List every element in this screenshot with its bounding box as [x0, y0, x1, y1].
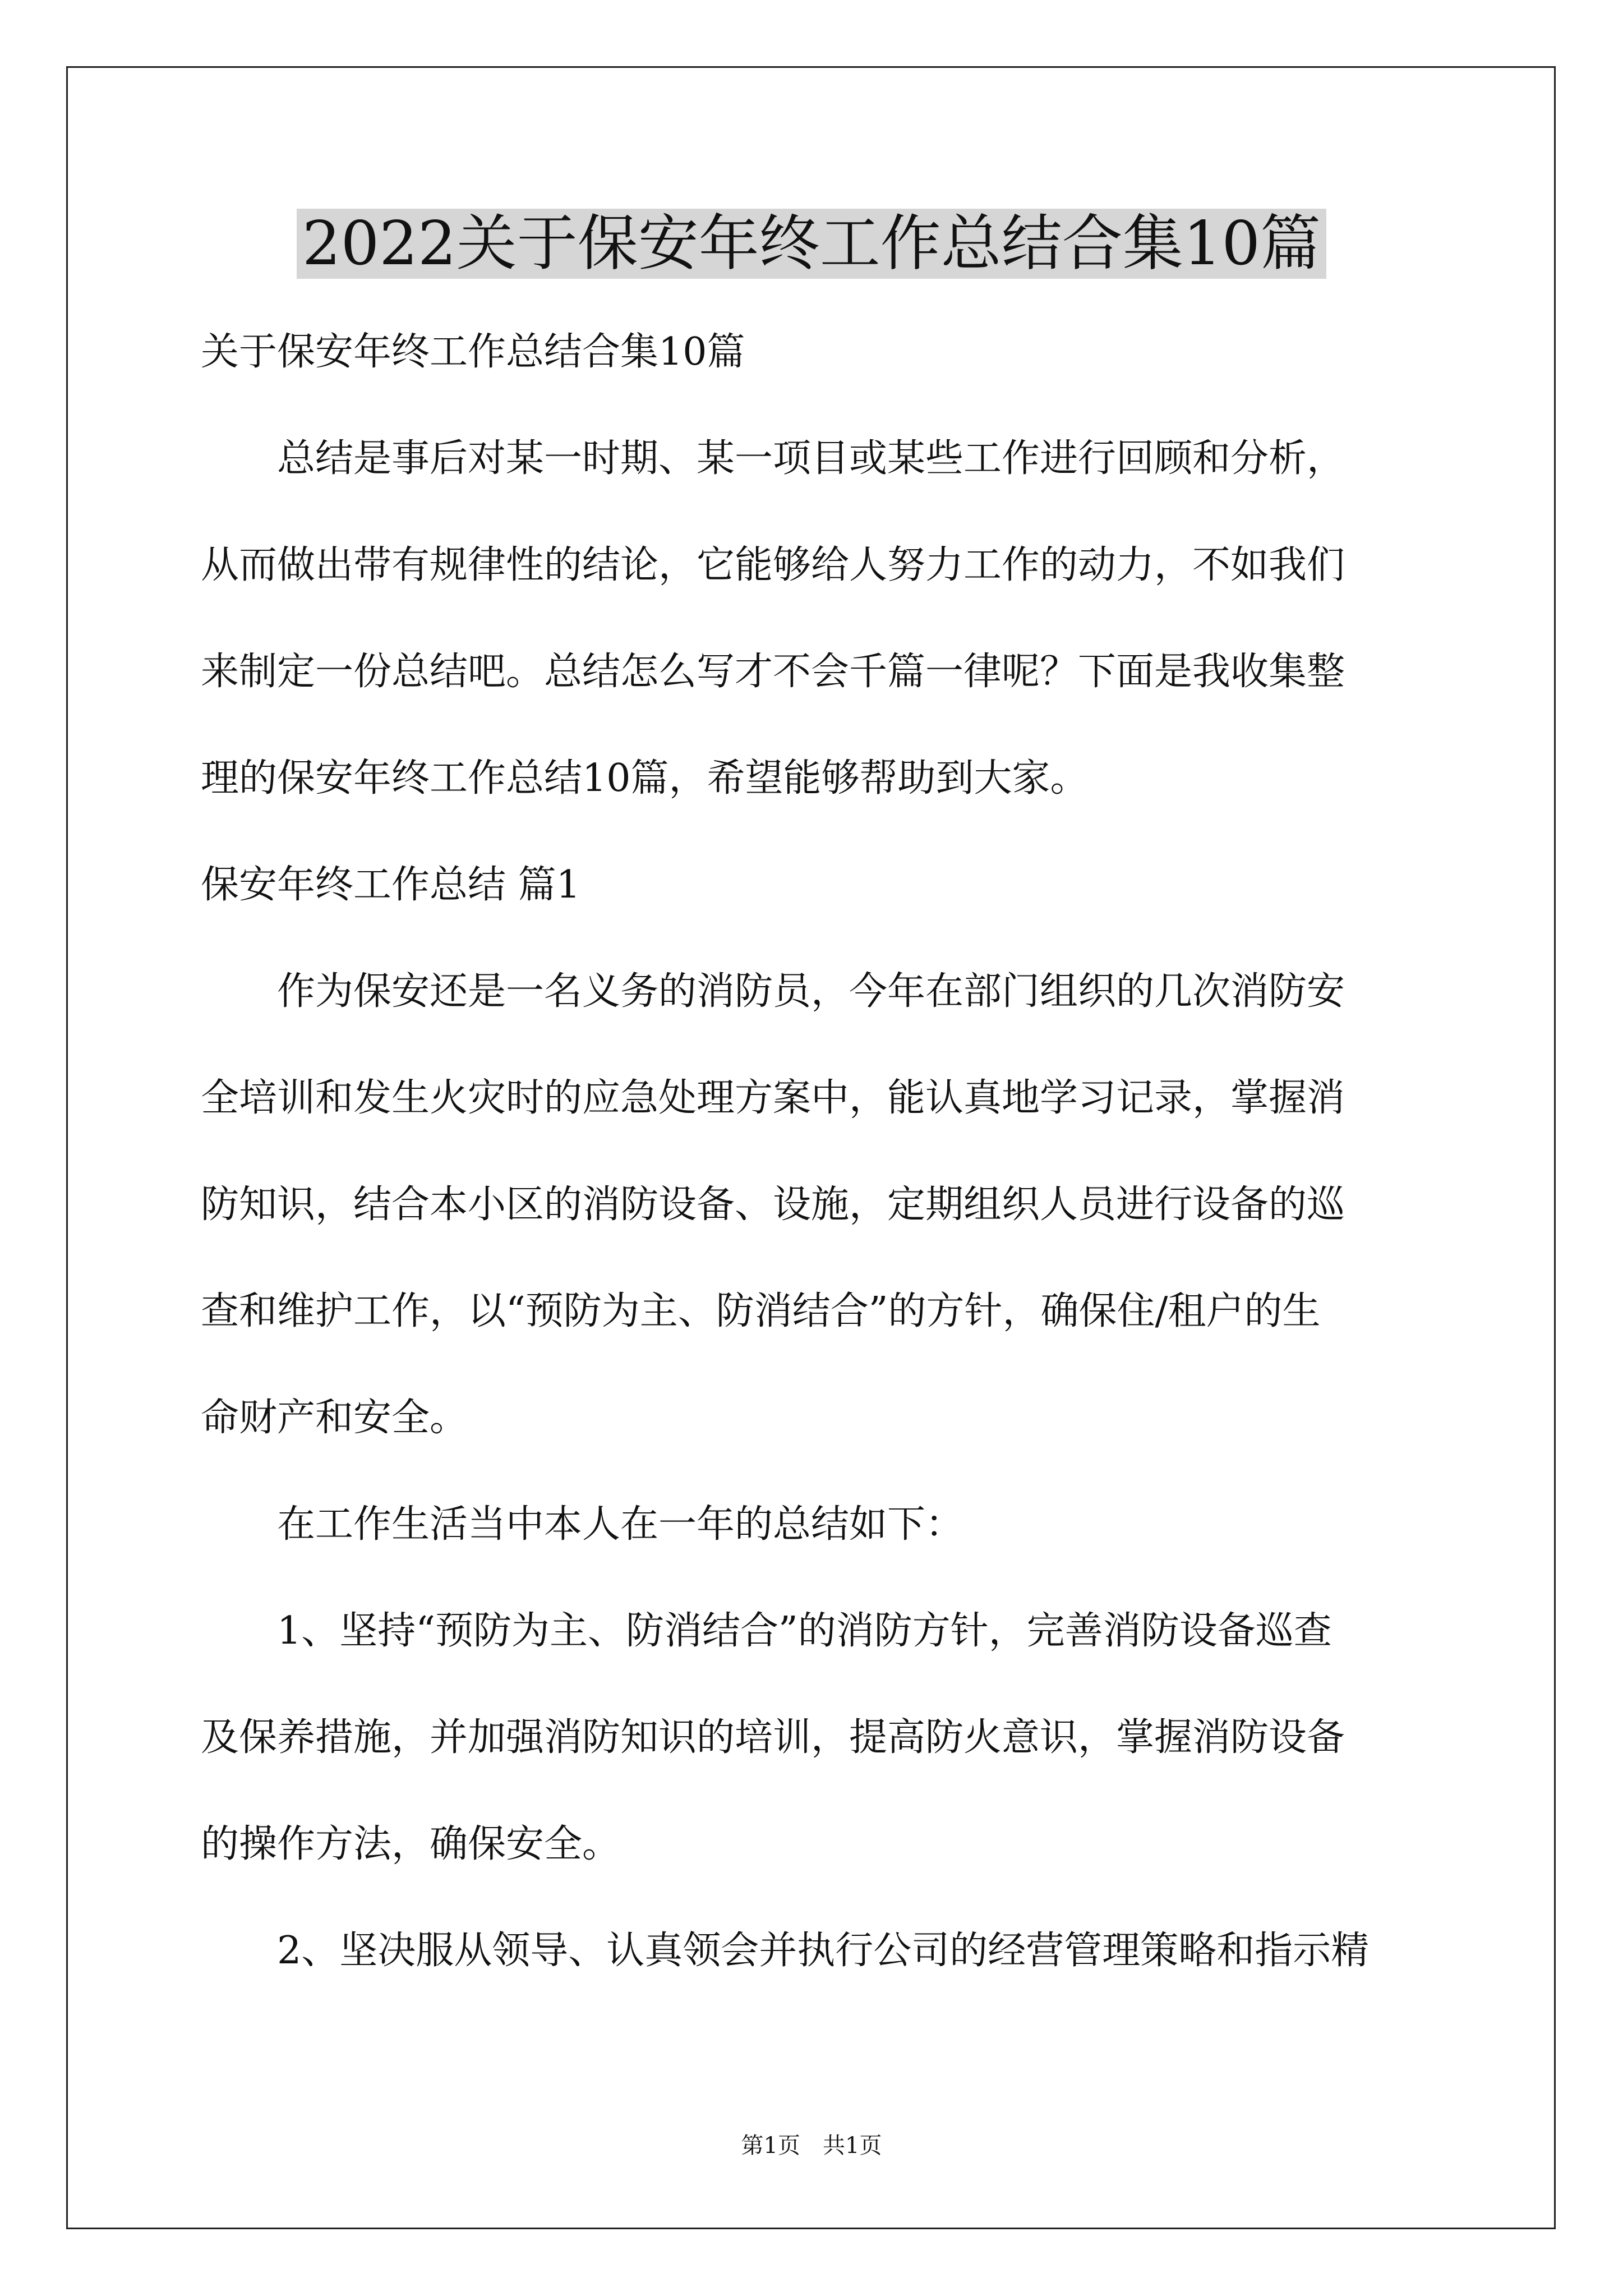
paragraph-line: 从而做出带有规律性的结论，它能够给人努力工作的动力，不如我们 [201, 543, 1345, 587]
paragraph-line: 的操作方法，确保安全。 [201, 1822, 621, 1866]
paragraph-line: 在工作生活当中本人在一年的总结如下： [201, 1502, 964, 1547]
page-footer: 第1页 共1页 [741, 2133, 882, 2159]
paragraph-line: 作为保安还是一名义务的消防员，今年在部门组织的几次消防安 [201, 969, 1345, 1014]
paragraph-line: 防知识，结合本小区的消防设备、设施，定期组织人员进行设备的巡 [201, 1182, 1345, 1227]
paragraph-line: 查和维护工作，以“预防为主、防消结合”的方针，确保住/租户的生 [201, 1289, 1321, 1333]
paragraph-line: 1、坚持“预防为主、防消结合”的消防方针，完善消防设备巡查 [201, 1609, 1332, 1653]
paragraph-line: 理的保安年终工作总结10篇，希望能够帮助到大家。 [201, 756, 1089, 800]
subtitle-line: 关于保安年终工作总结合集10篇 [201, 330, 745, 374]
page-border [66, 66, 1556, 2229]
paragraph-line: 及保养措施，并加强消防知识的培训，提高防火意识，掌握消防设备 [201, 1715, 1345, 1760]
paragraph-line: 全培训和发生火灾时的应急处理方案中，能认真地学习记录，掌握消 [201, 1076, 1345, 1120]
document-title [0, 202, 1623, 286]
paragraph-line: 总结是事后对某一时期、某一项目或某些工作进行回顾和分析， [201, 436, 1345, 481]
paragraph-line: 来制定一份总结吧。总结怎么写才不会千篇一律呢？下面是我收集整 [201, 650, 1345, 694]
document-title-text: 2022关于保安年终工作总结合集10篇 [297, 209, 1326, 279]
paragraph-line: 2、坚决服从领导、认真领会并执行公司的经营管理策略和指示精 [201, 1929, 1370, 1973]
section-heading: 保安年终工作总结 篇1 [201, 863, 580, 907]
paragraph-line: 命财产和安全。 [201, 1396, 468, 1440]
